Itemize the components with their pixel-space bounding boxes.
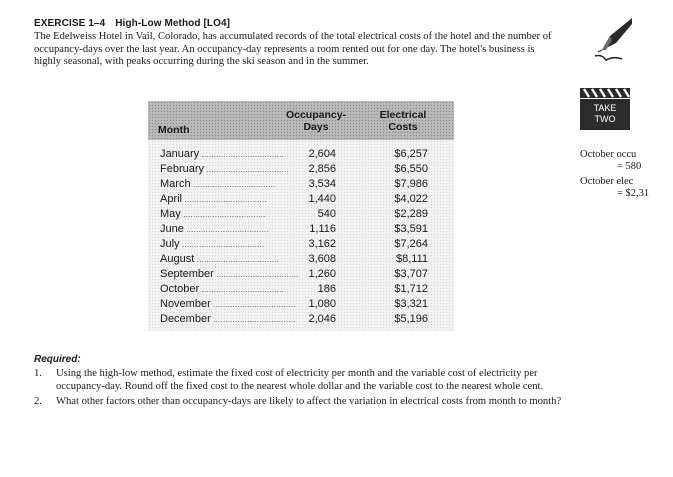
occupancy-cell: 2,604 (308, 148, 336, 160)
leader-dots: .................................. (179, 240, 265, 249)
table-row (148, 162, 454, 177)
required-heading: Required: (34, 354, 81, 365)
table-row (148, 177, 454, 192)
month-cell (160, 282, 284, 297)
occupancy-cell: 186 (317, 283, 336, 295)
table-row (148, 252, 454, 267)
table-row (148, 192, 454, 207)
table-row (148, 207, 454, 222)
table-row (148, 297, 454, 312)
take-two-label (580, 99, 630, 130)
table-row (148, 267, 454, 282)
item-number: 1. (34, 368, 42, 380)
header-electrical-costs (362, 109, 444, 133)
month-cell (160, 312, 296, 327)
month-name: October (160, 283, 200, 295)
leader-dots: .................................. (183, 225, 269, 234)
leader-dots: .................................. (210, 300, 296, 309)
take-two-badge (580, 86, 630, 132)
electrical-cell: $7,264 (394, 238, 428, 250)
month-name: November (160, 298, 211, 310)
electrical-cell: $3,321 (394, 298, 428, 310)
take-two-line2: TWO (594, 114, 616, 124)
month-cell (160, 207, 266, 222)
header-electrical-line2: Costs (388, 121, 418, 133)
occupancy-cell: 2,856 (308, 163, 336, 175)
occupancy-cell: 540 (317, 208, 336, 220)
table-row (148, 222, 454, 237)
occupancy-cell: 1,080 (308, 298, 336, 310)
table-row (148, 312, 454, 327)
occupancy-cell: 3,534 (308, 178, 336, 190)
electrical-cell: $5,196 (394, 313, 428, 325)
take-two-line1: TAKE (593, 103, 617, 113)
month-name: January (160, 148, 200, 160)
data-table (148, 101, 454, 331)
header-occupancy-line2: Days (303, 121, 329, 133)
table-row (148, 237, 454, 252)
month-cell (160, 297, 296, 312)
month-cell (160, 267, 299, 282)
leader-dots: .................................. (194, 255, 280, 264)
occupancy-cell: 1,440 (308, 193, 336, 205)
month-name: July (160, 238, 180, 250)
table-body (148, 147, 454, 327)
occupancy-cell: 1,116 (309, 223, 336, 235)
leader-dots: .................................. (210, 315, 296, 324)
leader-dots: .................................. (180, 210, 266, 219)
electrical-cell: $4,022 (394, 193, 428, 205)
leader-dots: .................................. (204, 165, 289, 174)
month-name: June (160, 223, 184, 235)
month-name: September (160, 268, 214, 280)
item-text: Using the high-low method, estimate the fixed cost of electricity per month and the variable cost of electricity per occupancy-day. Round off the fixed cost to the nearest whole dollar and the variable cost to the nearest whole cent. (56, 368, 544, 392)
table-row (148, 282, 454, 297)
occupancy-cell: 3,608 (308, 253, 336, 265)
month-cell (160, 147, 284, 162)
table-row (148, 147, 454, 162)
occupancy-cell: 2,046 (308, 313, 336, 325)
required-item (34, 396, 584, 408)
month-name: February (160, 163, 205, 175)
exercise-number: EXERCISE 1–4 (34, 18, 106, 29)
month-cell (160, 237, 265, 252)
exercise-heading (34, 18, 564, 30)
required-section (34, 354, 584, 409)
note-october-occupancy-value: = 580 (617, 161, 642, 173)
header-occupancy-days (268, 109, 364, 133)
month-name: December (160, 313, 211, 325)
leader-dots: .................................. (190, 180, 276, 189)
month-cell (160, 177, 276, 192)
header-electrical-line1: Electrical (379, 109, 427, 121)
header-occupancy-line1: Occupancy- (285, 109, 347, 121)
occupancy-cell: 3,162 (308, 238, 336, 250)
table-header (148, 101, 454, 140)
margin-note (580, 149, 673, 201)
electrical-cell: $3,591 (394, 223, 428, 235)
electrical-cell: $2,289 (394, 208, 428, 220)
month-name: April (160, 193, 183, 205)
month-name: March (160, 178, 191, 190)
item-number: 2. (34, 396, 42, 408)
required-item (34, 368, 584, 393)
leader-dots: .................................. (182, 195, 267, 204)
leader-dots: .................................. (213, 270, 299, 279)
month-cell (160, 162, 289, 177)
note-october-electrical-value: = $2,31 (617, 188, 650, 200)
exercise-title: High-Low Method [LO4] (115, 18, 231, 29)
note-october-electrical-label: October elec (580, 175, 634, 187)
month-name: May (160, 208, 181, 220)
month-cell (160, 252, 280, 267)
pen-nib-icon (592, 16, 634, 62)
electrical-cell: $8,111 (395, 253, 428, 265)
item-text: What other factors other than occupancy-days are likely to affect the variation in electrical costs from month to month? (56, 396, 562, 408)
note-october-occupancy-label: October occu (580, 149, 637, 160)
electrical-cell: $3,707 (394, 268, 428, 280)
month-name: August (160, 253, 195, 265)
month-cell (160, 222, 269, 237)
month-cell (160, 192, 267, 207)
electrical-cell: $7,986 (394, 178, 428, 190)
exercise-block (34, 18, 564, 69)
clapperboard-icon (580, 86, 630, 98)
occupancy-cell: 1,260 (308, 268, 336, 280)
electrical-cell: $6,550 (394, 163, 428, 175)
electrical-cell: $6,257 (394, 148, 428, 160)
header-month: Month (158, 124, 190, 136)
leader-dots: .................................. (199, 285, 284, 294)
leader-dots: .................................. (199, 150, 284, 159)
exercise-description: The Edelweiss Hotel in Vail, Colorado, has accumulated records of the total electrical costs of the hotel and the number of occupancy-days over the last year. An occupancy-day represents a room rented out for one day. The hotel's business is highly seasonal, with peaks occurring during the ski season and in the summer. (34, 31, 552, 68)
electrical-cell: $1,712 (394, 283, 428, 295)
